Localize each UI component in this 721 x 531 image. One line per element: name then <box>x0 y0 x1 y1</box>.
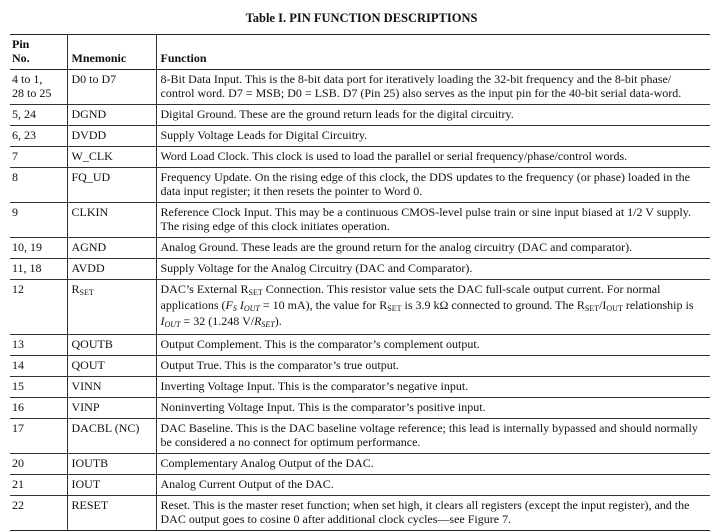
pin-number-cell: 4 to 1, 28 to 25 <box>10 70 67 105</box>
mnemonic-cell: D0 to D7 <box>67 70 156 105</box>
pin-number-cell: 5, 24 <box>10 105 67 126</box>
function-cell: Noninverting Voltage Input. This is the comparator’s positive input. <box>156 398 710 419</box>
mnemonic-cell: QOUTB <box>67 335 156 356</box>
table-row <box>10 168 710 203</box>
mnemonic-cell: FQ_UD <box>67 168 156 203</box>
function-cell: Output Complement. This is the comparator’s complement output. <box>156 335 710 356</box>
table-row <box>10 203 710 238</box>
mnemonic-cell: QOUT <box>67 356 156 377</box>
function-cell: Word Load Clock. This clock is used to load the parallel or serial frequency/phase/control words. <box>156 147 710 168</box>
function-cell: Analog Current Output of the DAC. <box>156 475 710 496</box>
table-title: Table I. PIN FUNCTION DESCRIPTIONS <box>245 11 478 25</box>
table-row <box>10 398 710 419</box>
function-cell: Inverting Voltage Input. This is the comparator’s negative input. <box>156 377 710 398</box>
function-cell: Digital Ground. These are the ground return leads for the digital circuitry. <box>156 105 710 126</box>
function-cell: Supply Voltage for the Analog Circuitry (DAC and Comparator). <box>156 259 710 280</box>
pin-number-cell: 14 <box>10 356 67 377</box>
table-row <box>10 419 710 454</box>
table-header-row <box>10 35 710 70</box>
pin-number-cell: 21 <box>10 475 67 496</box>
pin-number-cell: 22 <box>10 496 67 531</box>
header-function: Function <box>156 35 710 70</box>
mnemonic-cell: AVDD <box>67 259 156 280</box>
mnemonic-cell: DGND <box>67 105 156 126</box>
pin-number-cell: 15 <box>10 377 67 398</box>
table-row <box>10 377 710 398</box>
header-pin-line1: Pin <box>12 37 30 51</box>
mnemonic-cell: IOUT <box>67 475 156 496</box>
table-row <box>10 280 710 335</box>
pin-number-cell: 17 <box>10 419 67 454</box>
pin-number-cell: 7 <box>10 147 67 168</box>
table-row <box>10 126 710 147</box>
mnemonic-cell: AGND <box>67 238 156 259</box>
mnemonic-cell: W_CLK <box>67 147 156 168</box>
mnemonic-cell: DACBL (NC) <box>67 419 156 454</box>
table-row <box>10 147 710 168</box>
table-row <box>10 70 710 105</box>
mnemonic-cell: VINN <box>67 377 156 398</box>
pin-number-cell: 13 <box>10 335 67 356</box>
function-cell: DAC Baseline. This is the DAC baseline voltage reference; this lead is internally bypassed and should normally be considered a no connect for optimum performance. <box>156 419 710 454</box>
pin-number-cell: 6, 23 <box>10 126 67 147</box>
table-row <box>10 335 710 356</box>
pin-number-cell: 8 <box>10 168 67 203</box>
pin-number-cell: 9 <box>10 203 67 238</box>
table-row <box>10 259 710 280</box>
pin-number-cell: 10, 19 <box>10 238 67 259</box>
table-row <box>10 475 710 496</box>
pin-number-cell: 12 <box>10 280 67 335</box>
mnemonic-cell: RESET <box>67 496 156 531</box>
function-cell: Supply Voltage Leads for Digital Circuitry. <box>156 126 710 147</box>
header-mnemonic: Mnemonic <box>67 35 156 70</box>
mnemonic-cell: RSET <box>67 280 156 335</box>
function-cell: Reference Clock Input. This may be a continuous CMOS-level pulse train or sine input biased at 1/2 V supply. The rising edge of this clock initiates operation. <box>156 203 710 238</box>
function-cell: Analog Ground. These leads are the ground return for the analog circuitry (DAC and comparator). <box>156 238 710 259</box>
table-row <box>10 105 710 126</box>
function-cell: Output True. This is the comparator’s true output. <box>156 356 710 377</box>
table-row <box>10 496 710 531</box>
pin-function-table <box>10 34 710 531</box>
function-cell: Reset. This is the master reset function; when set high, it clears all registers (except the input register), and the DAC output goes to cosine 0 after additional clock cycles—see Figure 7. <box>156 496 710 531</box>
table-body <box>10 70 710 531</box>
table-row <box>10 454 710 475</box>
mnemonic-cell: DVDD <box>67 126 156 147</box>
header-pin-line2: No. <box>12 51 30 65</box>
table-row <box>10 356 710 377</box>
function-cell: Frequency Update. On the rising edge of this clock, the DDS updates to the frequency (or phase) loaded in the data input register; it then resets the pointer to Word 0. <box>156 168 710 203</box>
header-pin-no <box>10 35 67 70</box>
mnemonic-cell: IOUTB <box>67 454 156 475</box>
table-row <box>10 238 710 259</box>
pin-number-cell: 20 <box>10 454 67 475</box>
mnemonic-cell: VINP <box>67 398 156 419</box>
mnemonic-cell: CLKIN <box>67 203 156 238</box>
pin-number-cell: 11, 18 <box>10 259 67 280</box>
function-cell: DAC’s External RSET Connection. This resistor value sets the DAC full-scale output current. For normal applications (FS IOUT = 10 mA), the value for RSET is 3.9 kΩ connected to ground. The RSET/IOUT relationship is IOUT = 32 (1.248 V/RSET). <box>156 280 710 335</box>
function-cell: Complementary Analog Output of the DAC. <box>156 454 710 475</box>
function-cell: 8-Bit Data Input. This is the 8-bit data port for iteratively loading the 32-bit frequency and the 8-bit phase/ control word. D7 = MSB; D0 = LSB. D7 (Pin 25) also serves as the input pin for the 40-bit serial data-word. <box>156 70 710 105</box>
pin-number-cell: 16 <box>10 398 67 419</box>
